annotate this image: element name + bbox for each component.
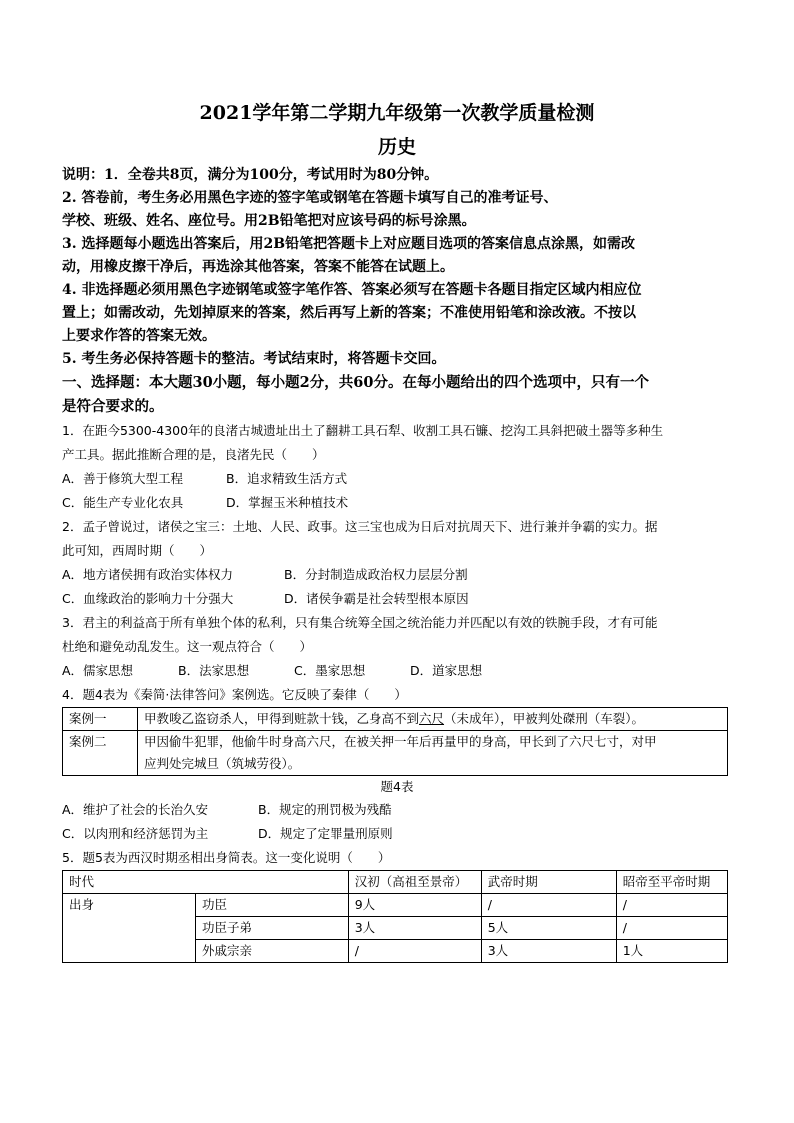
option-b: B．追求精致生活方式 — [226, 471, 348, 486]
section-heading-cont: 是符合要求的。 — [62, 398, 164, 415]
case-text — [138, 731, 728, 776]
table-cell: 3人 — [481, 940, 616, 963]
question-stem: 2．孟子曾说过，诸侯之宝三：土地、人民、政事。这三宝也成为日后对抗周天下、进行兼并争霸的实力。据 — [62, 519, 658, 534]
table-cell: / — [348, 940, 481, 963]
question-5 — [62, 846, 732, 963]
option-row — [62, 587, 732, 611]
question-stem: 1．在距今5300-4300年的良渚古城遗址出土了翻耕工具石犁、收割工具石镰、挖沟工具斜把破土器等多种生 — [62, 423, 664, 438]
option-row — [62, 659, 732, 683]
question-1 — [62, 419, 732, 515]
table-header-row — [63, 871, 728, 894]
case-text-line: 甲因偷牛犯罪，他偷牛时身高六尺，在被关押一年后再量甲的身高，甲长到了六尺七寸，对甲 — [144, 734, 657, 749]
case-text-underlined: 六尺 — [419, 711, 445, 726]
section-heading: 一、选择题：本大题30小题，每小题2分，共60分。在每小题给出的四个选项中，只有一个 — [62, 374, 649, 391]
header-zhaodi-pingdi: 昭帝至平帝时期 — [616, 871, 727, 894]
case-label: 案例一 — [63, 708, 138, 731]
option-d: D．规定了定罪量刑原则 — [258, 826, 393, 841]
option-d: D．道家思想 — [410, 663, 483, 678]
case-text-line: 应判处完城旦（筑城劳役）。 — [144, 756, 301, 771]
option-b: B．规定的刑罚极为残酷 — [258, 802, 392, 817]
case-text-part: （未成年），甲被判处磔刑（车裂）。 — [444, 711, 645, 726]
table-caption: 题4表 — [380, 779, 414, 794]
option-c: C．墨家思想 — [294, 663, 366, 678]
option-a: A．儒家思想 — [62, 663, 134, 678]
row-label: 功臣子弟 — [196, 917, 349, 940]
instruction-line: 置上；如需改动，先划掉原来的答案，然后再写上新的答案；不准使用铅笔和涂改液。不按以 — [62, 305, 636, 321]
table-cell: 3人 — [348, 917, 481, 940]
question-stem: 此可知，西周时期（ ） — [62, 543, 213, 558]
instruction-line: 上要求作答的答案无效。 — [62, 328, 216, 344]
instruction-line: 3. 选择题每小题选出答案后，用2B铅笔把答题卡上对应题目选项的答案信息点涂黑，如需改 — [62, 236, 636, 252]
row-label: 功臣 — [196, 894, 349, 917]
header-early-han: 汉初（高祖至景帝） — [348, 871, 481, 894]
option-row — [62, 798, 732, 822]
instruction-line: 2. 答卷前，考生务必用黑色字迹的签字笔或钢笔在答题卡填写自己的准考证号、 — [62, 190, 558, 206]
question-2 — [62, 515, 732, 611]
instruction-line: 4. 非选择题必须用黑色字迹钢笔或签字笔作答、答案必须写在答题卡各题目指定区域内相应位 — [62, 282, 642, 298]
option-d: D．掌握玉米种植技术 — [226, 495, 349, 510]
option-a: A．维护了社会的长治久安 — [62, 802, 209, 817]
option-d: D．诸侯争霸是社会转型根本原因 — [284, 591, 469, 606]
option-b: B．分封制造成政治权力层层分割 — [284, 567, 468, 582]
option-row — [62, 491, 732, 515]
question-stem: 3．君主的利益高于所有单独个体的私利，只有集合统筹全国之统治能力并匹配以有效的铁腕手段，才有可能 — [62, 615, 658, 630]
table-row — [63, 894, 728, 917]
question-stem: 产工具。据此推断合理的是，良渚先民（ ） — [62, 447, 325, 462]
table-cell: / — [616, 894, 727, 917]
exam-page — [62, 92, 732, 963]
option-row — [62, 822, 732, 846]
case-table — [62, 707, 728, 776]
instructions — [62, 164, 732, 371]
instruction-line: 学校、班级、姓名、座位号。用2B铅笔把对应该号码的标号涂黑。 — [62, 213, 476, 229]
question-4 — [62, 683, 732, 846]
exam-subject: 历史 — [377, 136, 416, 158]
header-wudi: 武帝时期 — [481, 871, 616, 894]
option-c: C．以肉刑和经济惩罚为主 — [62, 826, 209, 841]
question-stem: 5．题5表为西汉时期丞相出身简表。这一变化说明（ ） — [62, 850, 391, 865]
option-row — [62, 467, 732, 491]
exam-title: 2021学年第二学期九年级第一次教学质量检测 — [199, 102, 595, 124]
table-cell: 5人 — [481, 917, 616, 940]
option-c: C．能生产专业化农具 — [62, 495, 184, 510]
table-cell: / — [481, 894, 616, 917]
option-c: C．血缘政治的影响力十分强大 — [62, 591, 234, 606]
table-cell: 1人 — [616, 940, 727, 963]
case-text — [138, 708, 728, 731]
table-cell: 9人 — [348, 894, 481, 917]
header-era: 时代 — [63, 871, 349, 894]
option-a: A．善于修筑大型工程 — [62, 471, 184, 486]
instruction-line: 5. 考生务必保持答题卡的整洁。考试结束时，将答题卡交回。 — [62, 351, 446, 367]
table-cell: / — [616, 917, 727, 940]
case-label: 案例二 — [63, 731, 138, 776]
question-stem: 杜绝和避免动乱发生。这一观点符合（ ） — [62, 639, 313, 654]
question-stem: 4．题4表为《秦简·法律答问》案例选。它反映了秦律（ ） — [62, 687, 407, 702]
question-3 — [62, 611, 732, 683]
option-b: B．法家思想 — [178, 663, 250, 678]
option-a: A．地方诸侯拥有政治实体权力 — [62, 567, 234, 582]
row-label: 外戚宗亲 — [196, 940, 349, 963]
case-text-part: 甲教唆乙盗窃杀人，甲得到赃款十钱，乙身高不到 — [144, 711, 420, 726]
table-row — [63, 708, 728, 731]
chancellor-table — [62, 870, 728, 963]
instruction-line: 说明：1．全卷共8页，满分为100分，考试用时为80分钟。 — [62, 167, 439, 183]
option-row — [62, 563, 732, 587]
group-label: 出身 — [63, 894, 196, 963]
instruction-line: 动，用橡皮擦干净后，再选涂其他答案，答案不能答在试题上。 — [62, 259, 454, 275]
table-row — [63, 731, 728, 776]
